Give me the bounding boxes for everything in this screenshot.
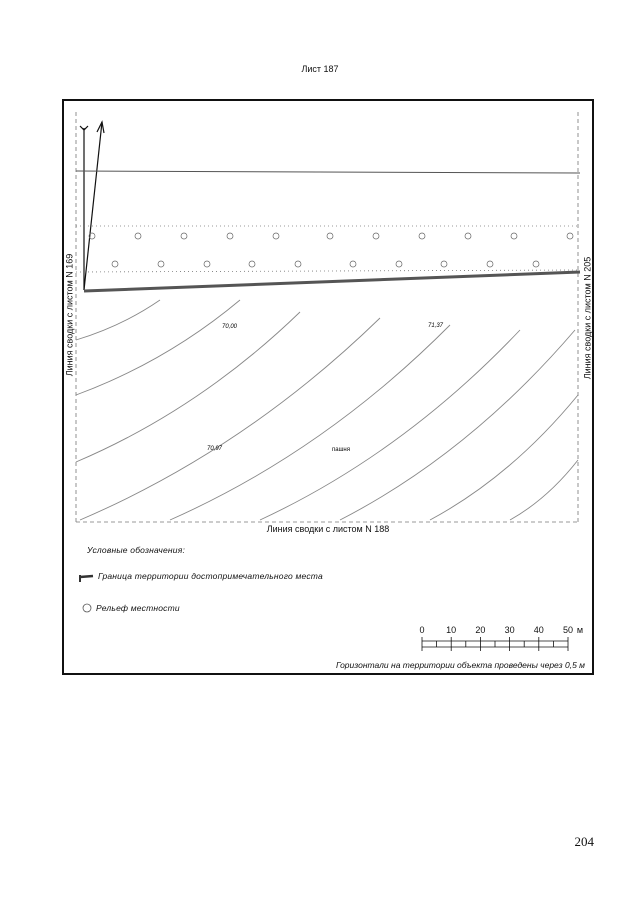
scale-tick-label: 10 (446, 625, 457, 635)
page-number: 204 (574, 834, 594, 849)
scale-tick-label: 50 (562, 625, 574, 635)
scale-tick-label: 30 (504, 625, 515, 635)
contour-label-3: 70,97 (207, 446, 223, 452)
legend-relief-label: Рельеф местности (96, 603, 180, 613)
scale-tick-label: 0 (419, 625, 425, 635)
edge-label-bottom: Линия сводки с листом N 188 (266, 524, 390, 534)
edge-label-right: Линия сводки с листом N 205 (581, 256, 592, 380)
scale-tick-label: 20 (475, 625, 486, 635)
contour-label-2: 71,37 (428, 323, 444, 329)
legend-title: Условные обозначения: (87, 545, 186, 555)
map-frame (62, 99, 594, 675)
legend-boundary-label: Граница территории достопримечательного места (98, 571, 323, 581)
land-label: пашня (332, 447, 350, 453)
contour-label-1: 70,00 (222, 324, 238, 330)
scale-tick-label: 40 (533, 625, 544, 635)
contour-note: Горизонтали на территории объекта проведены через 0,5 м (335, 660, 585, 670)
scale-unit-label: м (576, 625, 584, 635)
edge-label-left: Линия сводки с листом N 169 (63, 253, 74, 377)
sheet-title: Лист 187 (301, 64, 339, 74)
